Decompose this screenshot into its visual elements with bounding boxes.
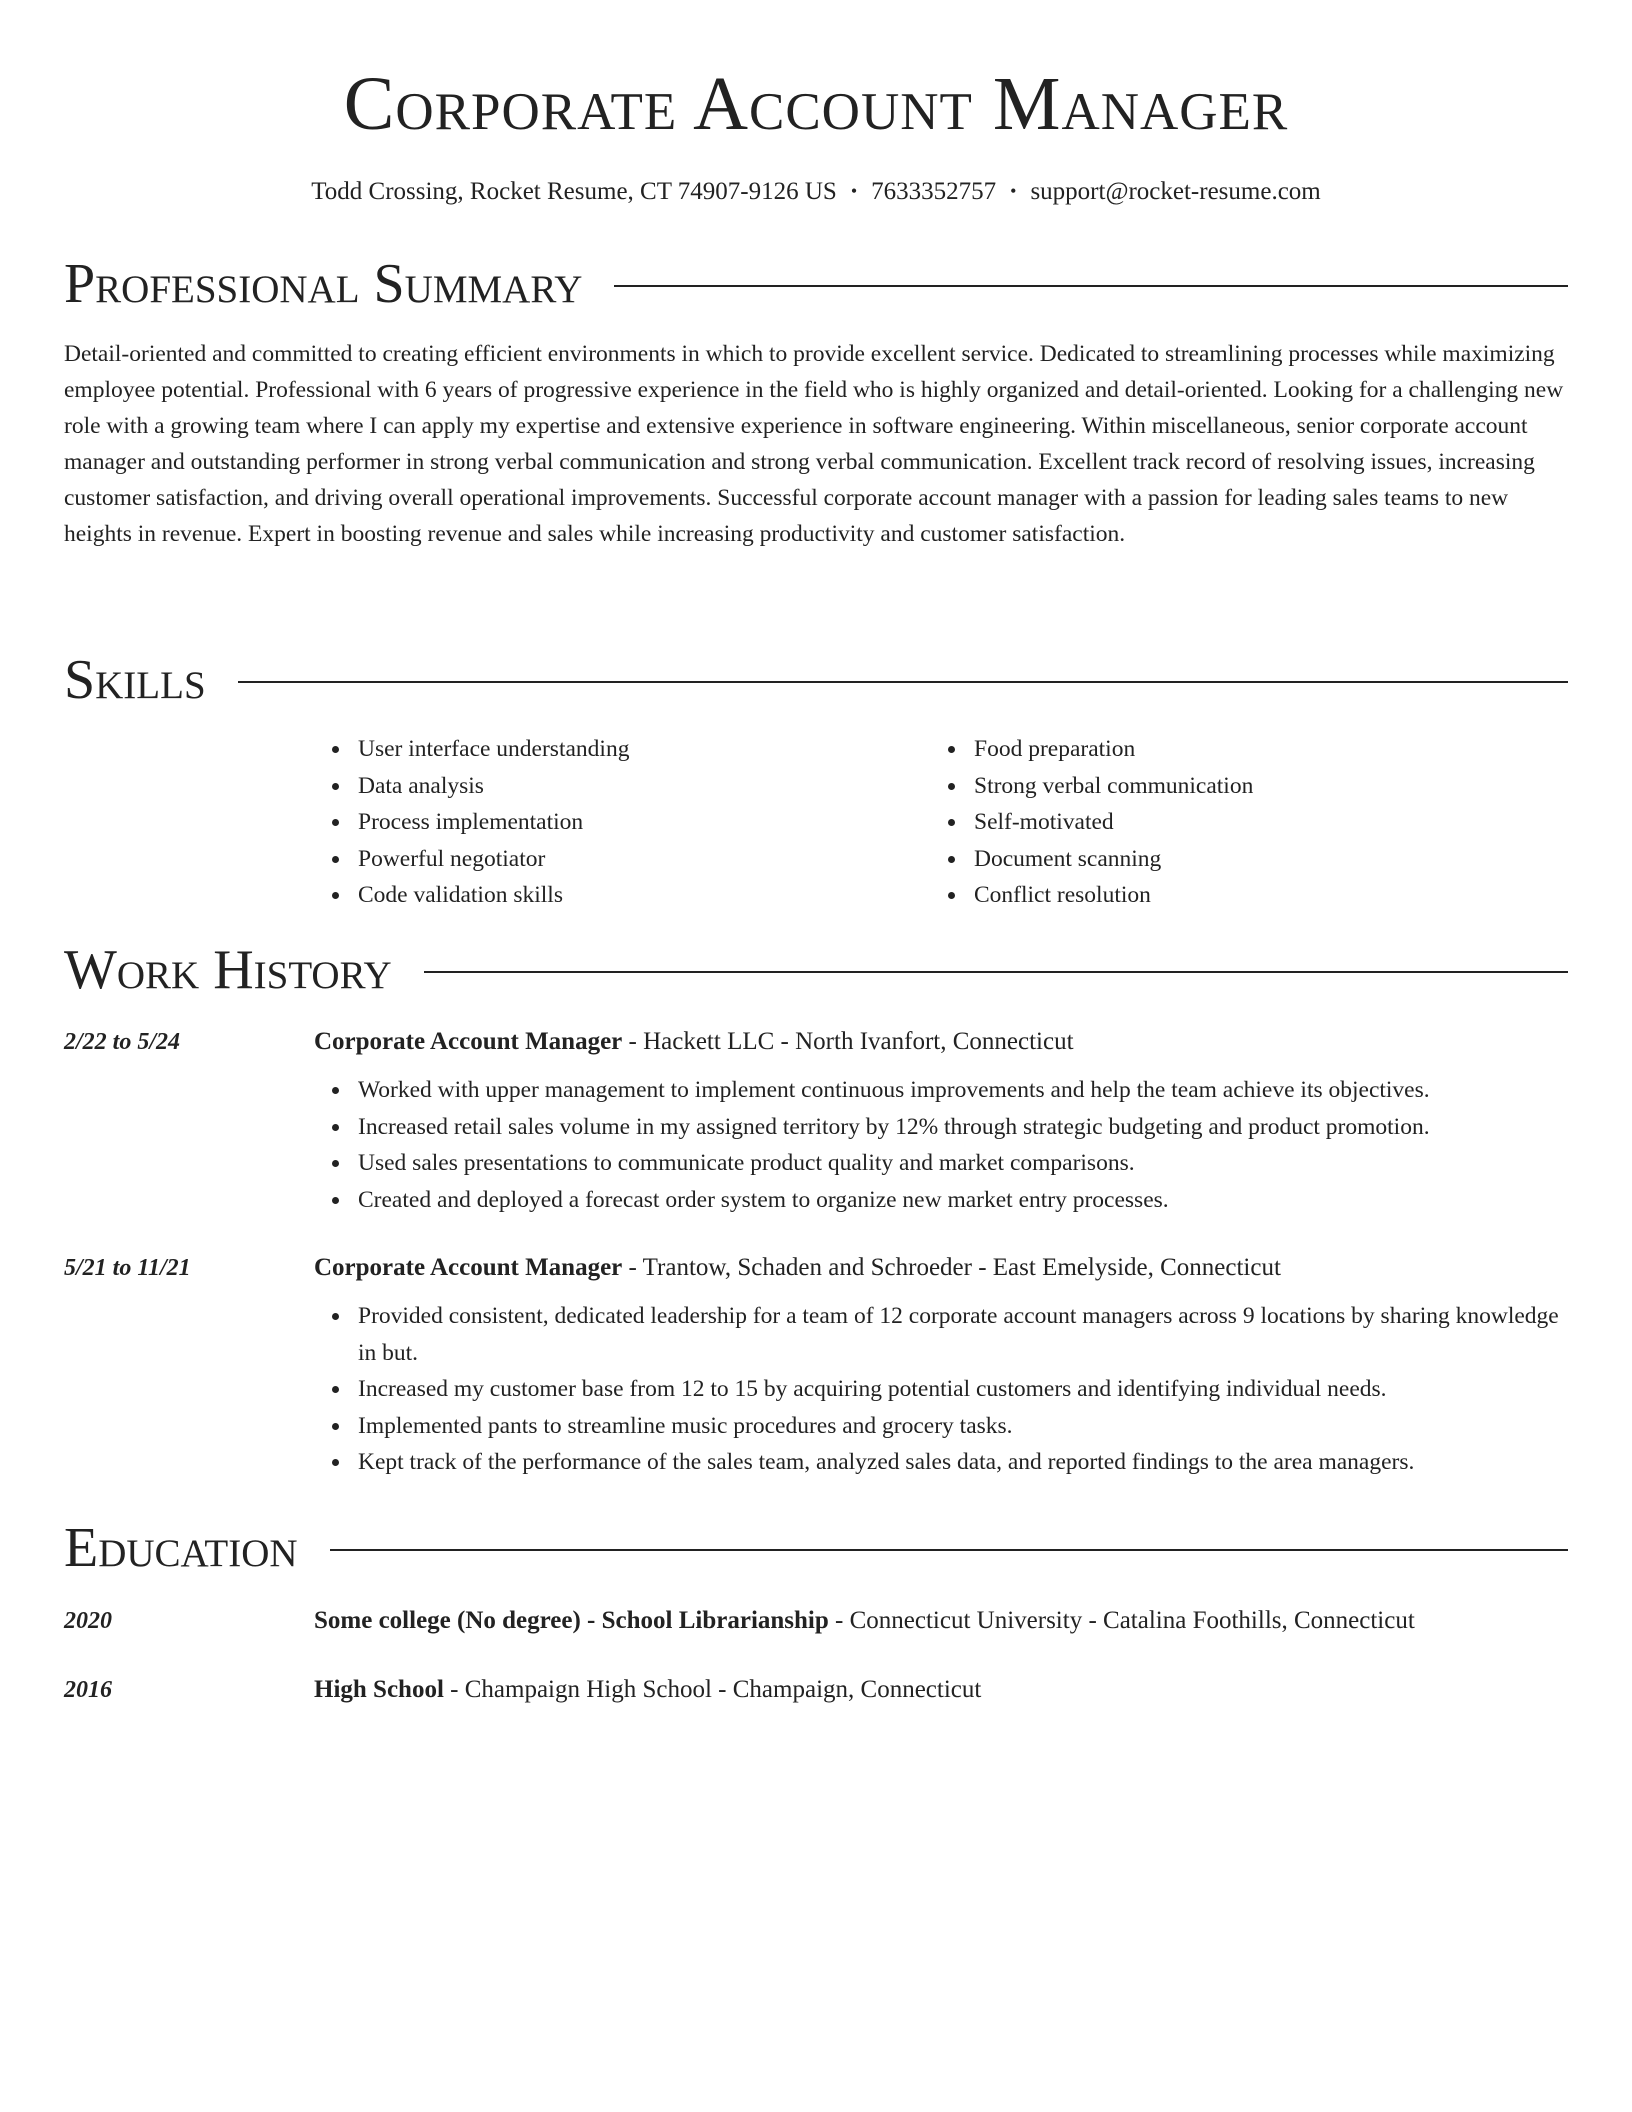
education-heading-row bbox=[64, 1516, 1568, 1580]
section-title: Education bbox=[64, 1517, 298, 1579]
job-role: Corporate Account Manager bbox=[314, 1028, 623, 1055]
skills-list bbox=[314, 731, 1568, 914]
section-title: Work History bbox=[64, 939, 392, 1001]
contact-email: support@rocket-resume.com bbox=[1030, 178, 1321, 205]
education-degree: High School bbox=[314, 1676, 444, 1703]
skill-item: Document scanning bbox=[930, 841, 1546, 878]
job-bullet: Created and deployed a forecast order system to organize new market entry processes. bbox=[314, 1182, 1568, 1219]
job-bullet: Kept track of the performance of the sales team, analyzed sales data, and reported findings to the area managers. bbox=[314, 1444, 1568, 1481]
skill-item: Process implementation bbox=[314, 804, 930, 841]
skill-item: Strong verbal communication bbox=[930, 768, 1546, 805]
contact-separator: • bbox=[850, 181, 858, 201]
contact-address: Todd Crossing, Rocket Resume, CT 74907-9126 US bbox=[311, 178, 837, 205]
education-school: - Champaign High School - Champaign, Connecticut bbox=[443, 1676, 982, 1703]
job-title-line bbox=[314, 1250, 1281, 1286]
section-divider bbox=[424, 971, 1568, 973]
summary-text: Detail-oriented and committed to creating efficient environments in which to provide excellent service. Dedicated to streamlining processes while maximizing employee potential. Professional with 6 years of progressive experience in the field who is highly organized and detail-oriented. Looking for a challenging new role with a growing team where I can apply my expertise and extensive experience in software engineering. Within miscellaneous, senior corporate account manager and outstanding performer in strong verbal communication and strong verbal communication. Excellent track record of resolving issues, increasing customer satisfaction, and driving overall operational improvements. Successful corporate account manager with a passion for leading sales teams to new heights in revenue. Expert in boosting revenue and sales while increasing productivity and customer satisfaction. bbox=[64, 341, 1564, 547]
job-bullet: Increased retail sales volume in my assigned territory by 12% through strategic budgeting and product promotion. bbox=[314, 1109, 1568, 1146]
education-year: 2016 bbox=[64, 1677, 112, 1703]
education-title-line bbox=[314, 1603, 1415, 1639]
job-dates: 2/22 to 5/24 bbox=[64, 1029, 181, 1055]
skill-item: Conflict resolution bbox=[930, 877, 1546, 914]
job-header bbox=[64, 1250, 1568, 1286]
job-dates: 5/21 to 11/21 bbox=[64, 1255, 191, 1281]
job-bullet: Provided consistent, dedicated leadership for a team of 12 corporate account managers across 9 locations by sharing knowledge in but. bbox=[314, 1298, 1568, 1371]
skill-item: Self-motivated bbox=[930, 804, 1546, 841]
work-heading-row bbox=[64, 938, 1568, 1002]
job-bullet: Increased my customer base from 12 to 15 by acquiring potential customers and identifying individual needs. bbox=[314, 1371, 1568, 1408]
contact-line bbox=[0, 174, 1632, 209]
job-bullet: Worked with upper management to implement continuous improvements and help the team achieve its objectives. bbox=[314, 1072, 1568, 1109]
skills-heading-row bbox=[64, 648, 1568, 712]
contact-separator: • bbox=[1010, 181, 1017, 201]
education-degree: Some college (No degree) - School Librarianship bbox=[314, 1607, 829, 1634]
education-title-line bbox=[314, 1672, 981, 1708]
education-section bbox=[64, 1516, 1568, 1708]
section-title: Professional Summary bbox=[64, 253, 583, 315]
education-school: - Connecticut University - Catalina Foothills, Connecticut bbox=[828, 1607, 1415, 1634]
job-bullets bbox=[314, 1072, 1568, 1218]
skill-item: Data analysis bbox=[314, 768, 930, 805]
job-company: - Hackett LLC - North Ivanfort, Connecticut bbox=[622, 1028, 1074, 1055]
skill-item: User interface understanding bbox=[314, 731, 930, 768]
summary-section bbox=[64, 252, 1568, 552]
work-history-section bbox=[64, 938, 1568, 1481]
section-divider bbox=[614, 285, 1568, 287]
job-header bbox=[64, 1024, 1568, 1060]
summary-heading-row bbox=[64, 252, 1568, 316]
candidate-name: Corporate Account Manager bbox=[343, 62, 1289, 146]
section-title: Skills bbox=[64, 649, 206, 711]
skill-item: Food preparation bbox=[930, 731, 1546, 768]
skill-item: Powerful negotiator bbox=[314, 841, 930, 878]
job-bullet: Implemented pants to streamline music procedures and grocery tasks. bbox=[314, 1408, 1568, 1445]
skills-column-right bbox=[930, 731, 1546, 914]
education-year: 2020 bbox=[64, 1608, 112, 1634]
section-divider bbox=[330, 1549, 1568, 1551]
contact-phone: 7633352757 bbox=[871, 178, 997, 205]
job-entry bbox=[64, 1250, 1568, 1481]
education-entry bbox=[64, 1672, 1568, 1708]
job-entry bbox=[64, 1024, 1568, 1218]
section-divider bbox=[238, 681, 1568, 683]
skills-column-left bbox=[314, 731, 930, 914]
job-role: Corporate Account Manager bbox=[314, 1254, 623, 1281]
job-bullets bbox=[314, 1298, 1568, 1481]
skills-section bbox=[64, 648, 1568, 914]
job-title-line bbox=[314, 1024, 1074, 1060]
skill-item: Code validation skills bbox=[314, 877, 930, 914]
job-company: - Trantow, Schaden and Schroeder - East Emelyside, Connecticut bbox=[622, 1254, 1281, 1281]
job-bullet: Used sales presentations to communicate product quality and market comparisons. bbox=[314, 1145, 1568, 1182]
education-entry bbox=[64, 1603, 1568, 1639]
